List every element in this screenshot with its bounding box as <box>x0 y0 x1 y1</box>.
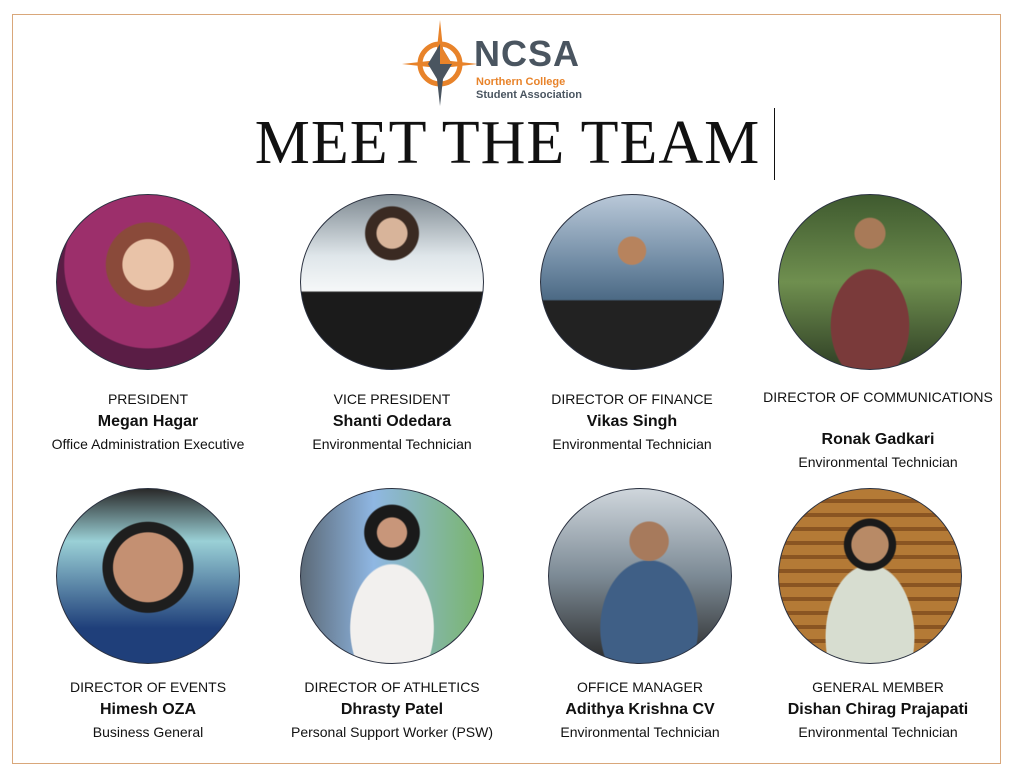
member-photo <box>540 194 724 370</box>
member-role: DIRECTOR OF FINANCE <box>551 391 713 407</box>
member-program: Environmental Technician <box>798 454 958 470</box>
member-role: GENERAL MEMBER <box>812 679 944 695</box>
compass-star-icon <box>400 18 480 106</box>
member-name: Himesh OZA <box>99 701 196 718</box>
member-name: Vikas Singh <box>586 413 678 430</box>
member-photo <box>778 488 962 664</box>
member-photo <box>56 488 240 664</box>
text-cursor <box>774 108 775 180</box>
logo-subtitle-line2: Student Association <box>476 89 582 101</box>
member-role: PRESIDENT <box>107 391 189 407</box>
member-name: Shanti Odedara <box>332 413 452 430</box>
member-role: DIRECTOR OF EVENTS <box>69 679 227 695</box>
member-role: DIRECTOR OF COMMUNICATIONS <box>763 389 993 405</box>
member-program: Environmental Technician <box>552 436 712 452</box>
member-name: Adithya Krishna CV <box>565 701 715 718</box>
member-role: OFFICE MANAGER <box>576 679 703 695</box>
member-photo <box>300 194 484 370</box>
ncsa-logo <box>400 18 610 106</box>
member-name: Megan Hagar <box>97 413 199 430</box>
member-name: Ronak Gadkari <box>821 431 935 448</box>
logo-wordmark: NCSA <box>474 33 581 74</box>
logo-subtitle-line1: Northern College <box>476 76 566 88</box>
member-program: Environmental Technician <box>798 724 958 740</box>
member-program: Personal Support Worker (PSW) <box>290 724 494 740</box>
member-photo <box>548 488 732 664</box>
member-program: Office Administration Executive <box>51 436 245 452</box>
member-photo <box>778 194 962 370</box>
member-photo <box>56 194 240 370</box>
member-name: Dishan Chirag Prajapati <box>787 701 969 718</box>
member-role: DIRECTOR OF ATHLETICS <box>304 679 480 695</box>
member-program: Environmental Technician <box>312 436 472 452</box>
member-program: Business General <box>92 724 204 740</box>
page-title: MEET THE TEAM <box>254 109 761 177</box>
member-program: Environmental Technician <box>560 724 720 740</box>
member-photo <box>300 488 484 664</box>
member-name: Dhrasty Patel <box>340 701 444 718</box>
member-role: VICE PRESIDENT <box>333 391 451 407</box>
